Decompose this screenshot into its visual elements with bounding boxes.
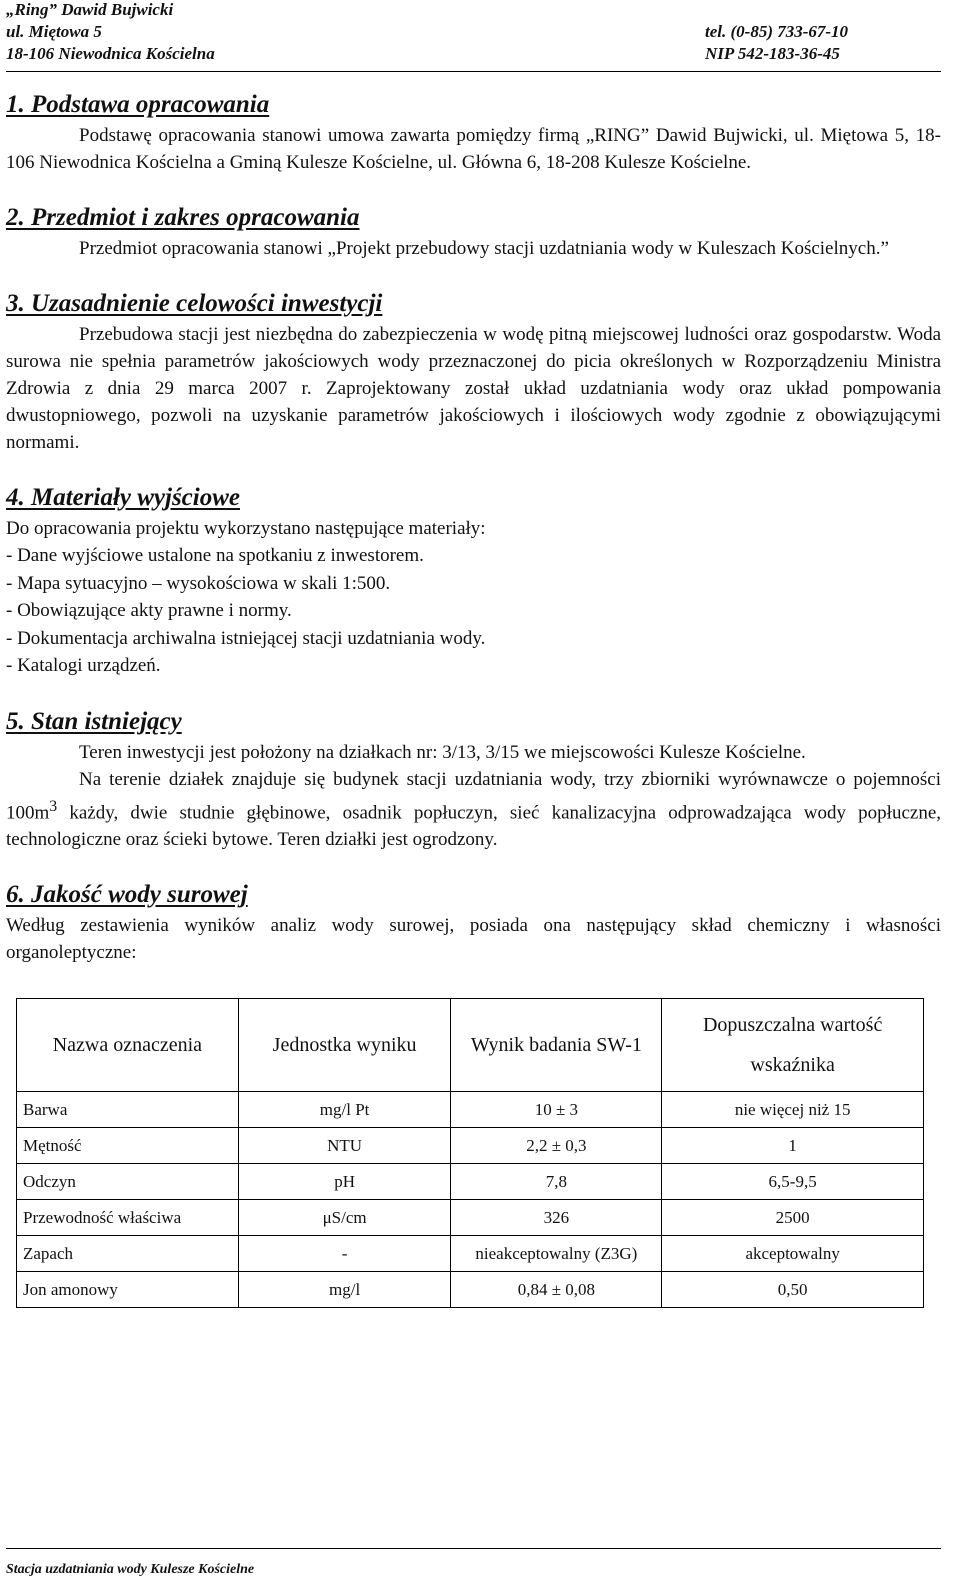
section-2-text: Przedmiot opracowania stanowi „Projekt przebudowy stacji uzdatniania wody w Kuleszach Kościelnych.” [79, 238, 889, 259]
section-6 [6, 878, 941, 966]
table-cell: akceptowalny [662, 1235, 924, 1271]
letterhead-left [6, 0, 215, 65]
table-cell: - [238, 1235, 451, 1271]
section-2-title: 2. Przedmiot i zakres opracowania [6, 204, 360, 231]
list-item: - Katalogi urządzeń. [6, 655, 161, 676]
header-divider [6, 71, 941, 72]
table-cell: mg/l [238, 1271, 451, 1307]
paragraph-part: Na terenie działek znajduje się budynek stacji uzdatniania wody, trzy zbiorniki wyrównawcze o pojemności 100m [6, 768, 941, 823]
table-row [17, 1199, 924, 1235]
section-5-paragraph-2 [6, 766, 941, 853]
table-cell: 10 ± 3 [451, 1091, 662, 1127]
footer-divider [6, 1548, 941, 1549]
table-cell: 0,50 [662, 1271, 924, 1307]
table-row [17, 1091, 924, 1127]
list-item: - Mapa sytuacyjno – wysokościowa w skali 1:500. [6, 572, 391, 594]
table-cell: 6,5-9,5 [662, 1163, 924, 1199]
table-cell: Przewodność właściwa [17, 1199, 239, 1235]
table-header-row [17, 998, 924, 1091]
section-4-title: 4. Materiały wyjściowe [6, 484, 240, 511]
company-name: „Ring” Dawid Bujwicki [6, 0, 174, 19]
company-phone: tel. (0-85) 733-67-10 [705, 22, 849, 41]
section-1-text: Podstawę opracowania stanowi umowa zawarta pomiędzy firmą „RING” Dawid Bujwicki, ul. Miętowa 5, 18-106 Niewodnica Kościelna a Gminą Kulesze Kościelne, ul. Główna 6, 18-208 Kulesze Kościelne. [6, 125, 941, 173]
table-cell: nieakceptowalny (Z3G) [451, 1235, 662, 1271]
section-3 [6, 287, 941, 456]
company-nip: NIP 542-183-36-45 [705, 44, 840, 63]
document-body [6, 88, 941, 1308]
section-2 [6, 201, 941, 262]
section-5 [6, 705, 941, 853]
table-row [17, 1163, 924, 1199]
section-1 [6, 88, 941, 176]
section-4 [6, 481, 941, 680]
table-cell: 7,8 [451, 1163, 662, 1199]
list-item: - Dane wyjściowe ustalone na spotkaniu z inwestorem. [6, 545, 424, 566]
company-city: 18-106 Niewodnica Kościelna [6, 44, 215, 63]
water-analysis-table [16, 998, 924, 1308]
table-row [17, 1127, 924, 1163]
section-3-title: 3. Uzasadnienie celowości inwestycji [6, 290, 383, 317]
table-cell: mg/l Pt [238, 1091, 451, 1127]
table-cell: Barwa [17, 1091, 239, 1127]
superscript: 3 [49, 797, 58, 815]
column-header: Jednostka wyniku [238, 998, 451, 1091]
table-cell: 326 [451, 1199, 662, 1235]
table-cell: Jon amonowy [17, 1271, 239, 1307]
table-cell: μS/cm [238, 1199, 451, 1235]
table-row [17, 1235, 924, 1271]
column-header: Dopuszczalna wartość wskaźnika [662, 998, 924, 1091]
list-item: - Dokumentacja archiwalna istniejącej stacji uzdatniania wody. [6, 627, 486, 649]
section-3-text: Przebudowa stacji jest niezbędna do zabezpieczenia w wodę pitną miejscowej ludności oraz gospodarstw. Woda surowa nie spełnia parametrów jakościowych wody przeznaczonej do picia określonych w Rozporządzeniu Ministra Zdrowia z dnia 29 marca 2007 r. Zaprojektowany został układ uzdatniania wody oraz układ pompowania dwustopniowego, pozwoli na uzyskanie parametrów jakościowych i ilościowych wody zgodnie z obowiązującymi normami. [6, 324, 941, 453]
section-5-paragraph-1: Teren inwestycji jest położony na działkach nr: 3/13, 3/15 we miejscowości Kulesze Kościelne. [79, 741, 806, 763]
section-6-title: 6. Jakość wody surowej [6, 880, 248, 908]
table-cell: 1 [662, 1127, 924, 1163]
materials-list [6, 542, 941, 680]
table-cell: Odczyn [17, 1163, 239, 1199]
section-1-title: 1. Podstawa opracowania [6, 91, 270, 118]
column-header: Nazwa oznaczenia [17, 998, 239, 1091]
section-6-intro: Według zestawienia wyników analiz wody surowej, posiada ona następujący skład chemiczny i własności organoleptyczne: [6, 914, 941, 963]
table-cell: NTU [238, 1127, 451, 1163]
table-cell: pH [238, 1163, 451, 1199]
table-cell: Zapach [17, 1235, 239, 1271]
table-cell: Mętność [17, 1127, 239, 1163]
section-4-intro: Do opracowania projektu wykorzystano następujące materiały: [6, 518, 486, 539]
table-row [17, 1271, 924, 1307]
table-cell: 2,2 ± 0,3 [451, 1127, 662, 1163]
section-5-title: 5. Stan istniejący [6, 707, 182, 735]
table-cell: nie więcej niż 15 [662, 1091, 924, 1127]
list-item: - Obowiązujące akty prawne i normy. [6, 600, 292, 621]
company-street: ul. Miętowa 5 [6, 22, 102, 41]
letterhead-right [705, 21, 848, 65]
paragraph-part: każdy, dwie studnie głębinowe, osadnik popłuczyn, sieć kanalizacyjna odprowadzająca wody popłuczne, technologiczne oraz ścieki bytowe. Teren działki jest ogrodzony. [6, 801, 941, 850]
column-header: Wynik badania SW-1 [451, 998, 662, 1091]
page-footer: Stacja uzdatniania wody Kulesze Kościelne [6, 1562, 255, 1577]
table-cell: 0,84 ± 0,08 [451, 1271, 662, 1307]
table-cell: 2500 [662, 1199, 924, 1235]
